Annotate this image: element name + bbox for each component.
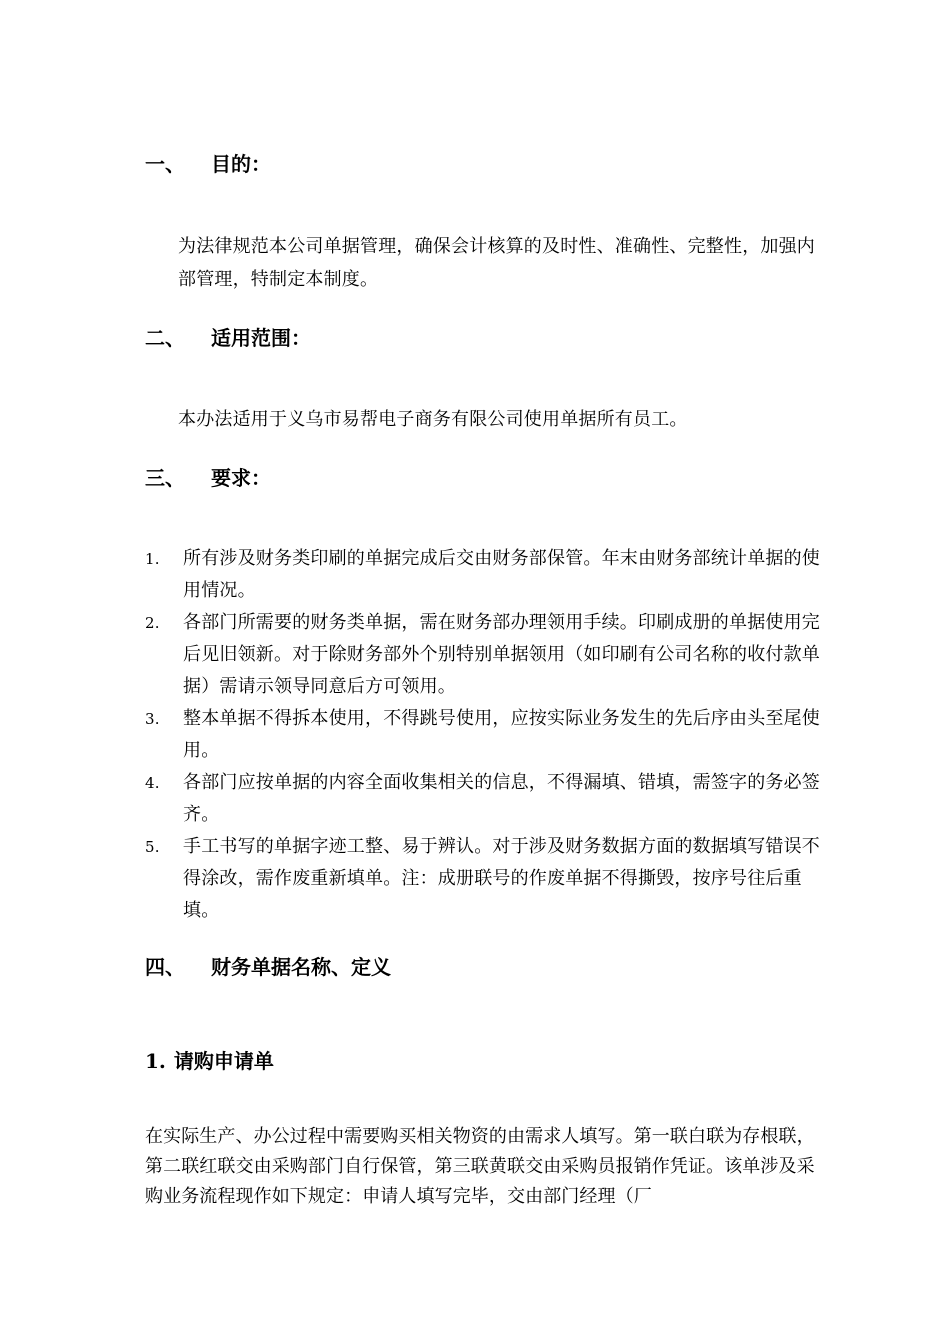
requirements-list: [145, 543, 825, 927]
list-item-number: 4.: [145, 774, 160, 792]
section-number: 二、: [145, 326, 185, 350]
list-item-text: 所有涉及财务类印刷的单据完成后交由财务部保管。年末由财务部统计单据的使用情况。: [183, 548, 820, 601]
list-item-text: 整本单据不得拆本使用，不得跳号使用，应按实际业务发生的先后序由头至尾使用。: [183, 708, 820, 761]
subsection-heading: [145, 1047, 274, 1075]
section-heading-definitions: [145, 954, 391, 980]
section-number: 一、: [145, 152, 185, 176]
list-item-number: 5.: [145, 838, 160, 856]
section-number: 三、: [145, 466, 185, 490]
subsection-number: 1.: [145, 1049, 166, 1073]
section-title: 要求：: [211, 466, 271, 490]
list-item-number: 1.: [145, 550, 160, 568]
list-item: [145, 767, 825, 831]
section-title: 适用范围：: [211, 326, 311, 350]
list-item-number: 2.: [145, 614, 160, 632]
section-heading-purpose: [145, 151, 271, 177]
section-title: 目的：: [211, 152, 271, 176]
subsection-paragraph: 在实际生产、办公过程中需要购买相关物资的由需求人填写。第一联白联为存根联，第二联红联交由采购部门自行保管，第三联黄联交由采购员报销作凭证。该单涉及采购业务流程现作如下规定：申请人填写完毕，交由部门经理（厂: [145, 1126, 815, 1207]
list-item: [145, 831, 825, 927]
purpose-paragraph: 为法律规范本公司单据管理，确保会计核算的及时性、准确性、完整性，加强内部管理，特制定本制度。: [178, 236, 815, 290]
scope-paragraph: 本办法适用于义乌市易帮电子商务有限公司使用单据所有员工。: [178, 409, 688, 430]
list-item-text: 各部门所需要的财务类单据，需在财务部办理领用手续。印刷成册的单据使用完后见旧领新。对于除财务部外个别特别单据领用（如印刷有公司名称的收付款单据）需请示领导同意后方可领用。: [183, 612, 820, 697]
list-item-text: 手工书写的单据字迹工整、易于辨认。对于涉及财务数据方面的数据填写错误不得涂改，需作废重新填单。注：成册联号的作废单据不得撕毁，按序号往后重填。: [183, 836, 820, 921]
section-heading-requirements: [145, 465, 271, 491]
list-item: [145, 543, 825, 607]
list-item: [145, 607, 825, 703]
section-heading-scope: [145, 325, 311, 351]
list-item-number: 3.: [145, 710, 160, 728]
list-item-text: 各部门应按单据的内容全面收集相关的信息，不得漏填、错填，需签字的务必签齐。: [183, 772, 820, 825]
subsection-title: 请购申请单: [173, 1049, 274, 1073]
section-title: 财务单据名称、定义: [211, 955, 391, 979]
section-number: 四、: [145, 955, 185, 979]
list-item: [145, 703, 825, 767]
